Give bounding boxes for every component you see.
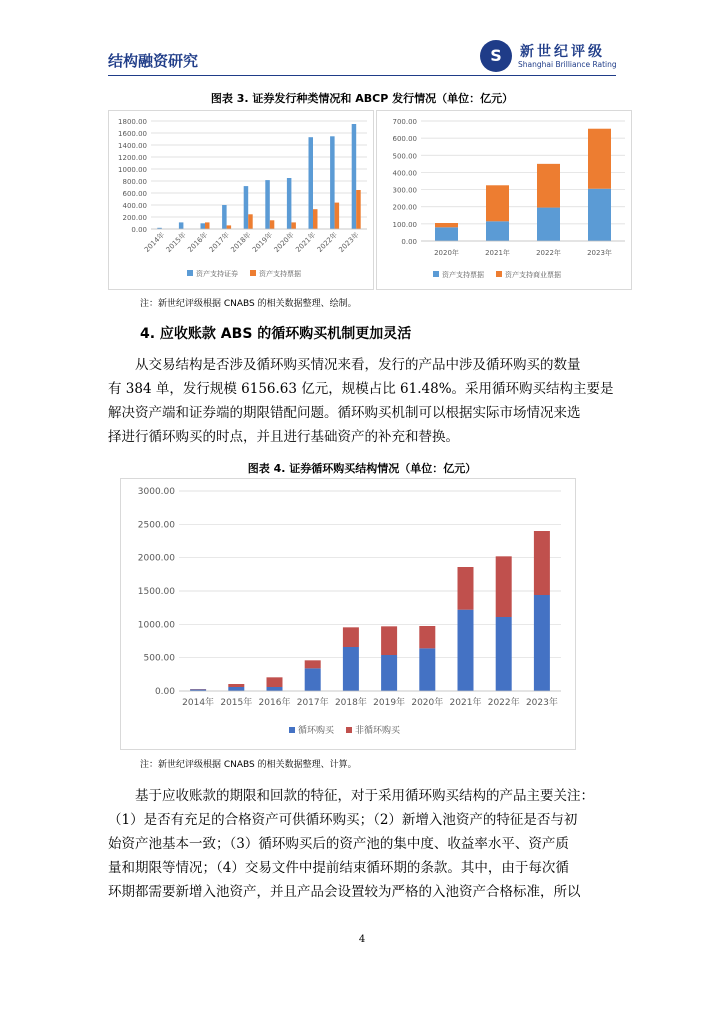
x-tick-label: 2015年 bbox=[164, 230, 188, 254]
logo-mark: S bbox=[480, 40, 512, 72]
bar-资产支持证券 bbox=[265, 180, 270, 229]
figure4-note: 注：新世纪评级根据 CNABS 的相关数据整理、计算。 bbox=[140, 760, 357, 770]
bar-非循环购买 bbox=[419, 626, 435, 648]
y-tick-label: 400.00 bbox=[392, 169, 417, 178]
analysis-paragraph bbox=[108, 784, 620, 904]
bar-非循环购买 bbox=[458, 567, 474, 610]
x-tick-label: 2021年 bbox=[485, 249, 510, 257]
y-tick-label: 1500.00 bbox=[137, 587, 175, 597]
legend-label: 资产支持商业票据 bbox=[505, 271, 561, 279]
y-tick-label: 100.00 bbox=[392, 220, 417, 229]
y-tick-label: 200.00 bbox=[392, 203, 417, 212]
y-tick-label: 600.00 bbox=[122, 190, 147, 198]
x-tick-label: 2019年 bbox=[373, 698, 406, 708]
x-tick-label: 2020年 bbox=[272, 230, 296, 254]
bar-资产支持票据 bbox=[356, 190, 361, 229]
bar-资产支持票据 bbox=[588, 189, 611, 241]
bar-资产支持商业票据 bbox=[588, 129, 611, 189]
bar-非循环购买 bbox=[305, 660, 321, 668]
section4-heading: 4. 应收账款 ABS 的循环购买机制更加灵活 bbox=[140, 326, 412, 342]
y-tick-label: 300.00 bbox=[392, 186, 417, 195]
bar-资产支持票据 bbox=[537, 208, 560, 241]
bar-非循环购买 bbox=[534, 531, 550, 595]
x-tick-label: 2021年 bbox=[294, 230, 318, 254]
bar-资产支持证券 bbox=[179, 222, 184, 229]
legend-swatch bbox=[289, 727, 295, 733]
legend-label: 资产支持证券 bbox=[196, 270, 238, 278]
bar-资产支持票据 bbox=[248, 214, 253, 229]
legend-label: 循环购买 bbox=[298, 726, 335, 736]
page-number: 4 bbox=[358, 934, 366, 945]
x-tick-label: 2022年 bbox=[487, 698, 520, 708]
x-tick-label: 2022年 bbox=[315, 230, 340, 254]
bar-循环购买 bbox=[419, 648, 435, 691]
x-tick-label: 2021年 bbox=[449, 698, 482, 708]
y-tick-label: 200.00 bbox=[122, 214, 147, 222]
y-tick-label: 500.00 bbox=[143, 653, 175, 664]
bar-非循环购买 bbox=[267, 677, 283, 687]
y-tick-label: 500.00 bbox=[392, 152, 417, 161]
bar-资产支持证券 bbox=[244, 186, 249, 229]
section4-paragraph bbox=[108, 353, 620, 449]
bar-循环购买 bbox=[496, 617, 512, 691]
brilliance-logo bbox=[480, 40, 620, 76]
bar-资产支持证券 bbox=[330, 136, 335, 229]
figure3-caption: 图表 3. 证券发行种类情况和 ABCP 发行情况（单位：亿元） bbox=[210, 92, 514, 105]
figure3-left-chart bbox=[109, 111, 373, 289]
figure4-caption: 图表 4. 证券循环购买结构情况（单位：亿元） bbox=[247, 462, 477, 475]
bar-资产支持票据 bbox=[270, 220, 275, 229]
bar-循环购买 bbox=[267, 687, 283, 691]
x-tick-label: 2017年 bbox=[207, 230, 232, 254]
running-header-title: 结构融资研究 bbox=[108, 52, 199, 70]
bar-资产支持票据 bbox=[205, 222, 210, 229]
y-tick-label: 1400.00 bbox=[118, 142, 147, 150]
x-tick-label: 2015年 bbox=[220, 698, 253, 708]
figure3-note: 注：新世纪评级根据 CNABS 的相关数据整理、绘制。 bbox=[140, 299, 357, 309]
bar-资产支持票据 bbox=[227, 225, 232, 229]
y-tick-label: 2000.00 bbox=[137, 553, 175, 564]
y-tick-label: 1000.00 bbox=[118, 166, 147, 174]
legend-label: 非循环购买 bbox=[355, 726, 401, 736]
x-tick-label: 2018年 bbox=[229, 230, 253, 254]
y-tick-label: 700.00 bbox=[392, 118, 417, 126]
y-tick-label: 400.00 bbox=[122, 202, 147, 210]
y-tick-label: 0.00 bbox=[401, 238, 417, 246]
bar-资产支持证券 bbox=[352, 124, 357, 229]
y-tick-label: 1600.00 bbox=[118, 130, 147, 138]
para2-line-4: 量和期限等情况；（4）交易文件中提前结束循环期的条款。其中，由于每次循 bbox=[108, 860, 569, 876]
x-tick-label: 2017年 bbox=[296, 698, 329, 708]
x-tick-label: 2014年 bbox=[143, 230, 167, 254]
x-tick-label: 2023年 bbox=[525, 698, 558, 708]
logo-english-name: Shanghai Brilliance Rating bbox=[518, 60, 617, 69]
y-tick-label: 800.00 bbox=[122, 178, 147, 186]
bar-资产支持证券 bbox=[201, 223, 206, 229]
bar-资产支持证券 bbox=[309, 137, 314, 229]
bar-循环购买 bbox=[534, 595, 550, 691]
bar-循环购买 bbox=[458, 610, 474, 691]
header-rule bbox=[108, 75, 616, 76]
bar-循环购买 bbox=[381, 655, 397, 691]
y-tick-label: 0.00 bbox=[154, 687, 175, 697]
y-tick-label: 3000.00 bbox=[137, 487, 175, 497]
bar-循环购买 bbox=[305, 668, 321, 691]
bar-资产支持票据 bbox=[486, 221, 509, 241]
figure3-right-chart bbox=[377, 111, 631, 289]
figure4-chart-frame bbox=[120, 478, 576, 750]
bar-资产支持票据 bbox=[291, 222, 296, 229]
figure3-right-chart-frame bbox=[376, 110, 632, 290]
bar-资产支持票据 bbox=[313, 209, 318, 229]
y-tick-label: 600.00 bbox=[392, 135, 417, 144]
bar-资产支持票据 bbox=[335, 203, 340, 229]
bar-非循环购买 bbox=[343, 627, 359, 647]
bar-资产支持商业票据 bbox=[537, 164, 560, 208]
x-tick-label: 2020年 bbox=[434, 249, 459, 257]
legend-swatch bbox=[433, 271, 439, 277]
y-tick-label: 2500.00 bbox=[137, 520, 175, 531]
x-tick-label: 2018年 bbox=[334, 698, 367, 708]
figure4-chart bbox=[121, 479, 575, 749]
legend-swatch bbox=[250, 270, 256, 276]
bar-资产支持商业票据 bbox=[435, 223, 458, 227]
bar-循环购买 bbox=[228, 687, 244, 691]
x-tick-label: 2023年 bbox=[587, 249, 612, 257]
para2-line-5: 环期都需要新增入池资产，并且产品会设置较为严格的入池资产合格标准，所以 bbox=[108, 884, 581, 900]
x-tick-label: 2022年 bbox=[536, 249, 561, 257]
para2-line-1: 基于应收账款的期限和回款的特征，对于采用循环购买结构的产品主要关注： bbox=[135, 788, 594, 804]
legend-swatch bbox=[496, 271, 502, 277]
legend-swatch bbox=[346, 727, 352, 733]
legend-label: 资产支持票据 bbox=[442, 271, 484, 279]
y-tick-label: 1200.00 bbox=[118, 154, 147, 162]
legend-swatch bbox=[187, 270, 193, 276]
bar-资产支持票据 bbox=[435, 227, 458, 241]
x-tick-label: 2016年 bbox=[186, 230, 210, 254]
para1-line-1: 从交易结构是否涉及循环购买情况来看，发行的产品中涉及循环购买的数量 bbox=[135, 357, 581, 373]
para2-line-3: 始资产池基本一致；（3）循环购买后的资产池的集中度、收益率水平、资产质 bbox=[108, 836, 569, 852]
x-tick-label: 2019年 bbox=[251, 230, 275, 254]
para2-line-2: （1）是否有充足的合格资产可供循环购买；（2）新增入池资产的特征是否与初 bbox=[108, 812, 578, 828]
x-tick-label: 2016年 bbox=[258, 698, 291, 708]
y-tick-label: 0.00 bbox=[131, 226, 147, 234]
para1-line-3: 解决资产端和证券端的期限错配问题。循环购买机制可以根据实际市场情况来选 bbox=[108, 405, 581, 421]
y-tick-label: 1800.00 bbox=[118, 118, 147, 126]
bar-非循环购买 bbox=[228, 684, 244, 687]
bar-循环购买 bbox=[343, 647, 359, 691]
bar-非循环购买 bbox=[381, 626, 397, 655]
legend-label: 资产支持票据 bbox=[259, 270, 301, 278]
bar-资产支持商业票据 bbox=[486, 185, 509, 221]
x-tick-label: 2023年 bbox=[337, 230, 361, 254]
figure3-left-chart-frame bbox=[108, 110, 374, 290]
y-tick-label: 1000.00 bbox=[137, 620, 175, 631]
bar-非循环购买 bbox=[496, 556, 512, 617]
bar-资产支持证券 bbox=[222, 205, 227, 229]
para1-line-2: 有 384 单，发行规模 6156.63 亿元，规模占比 61.48%。采用循环购买结构主要是 bbox=[108, 381, 614, 397]
para1-line-4: 择进行循环购买的时点，并且进行基础资产的补充和替换。 bbox=[108, 429, 459, 445]
logo-chinese-name: 新世纪评级 bbox=[520, 44, 605, 60]
bar-资产支持证券 bbox=[287, 178, 292, 229]
x-tick-label: 2020年 bbox=[411, 698, 444, 708]
x-tick-label: 2014年 bbox=[182, 698, 215, 708]
